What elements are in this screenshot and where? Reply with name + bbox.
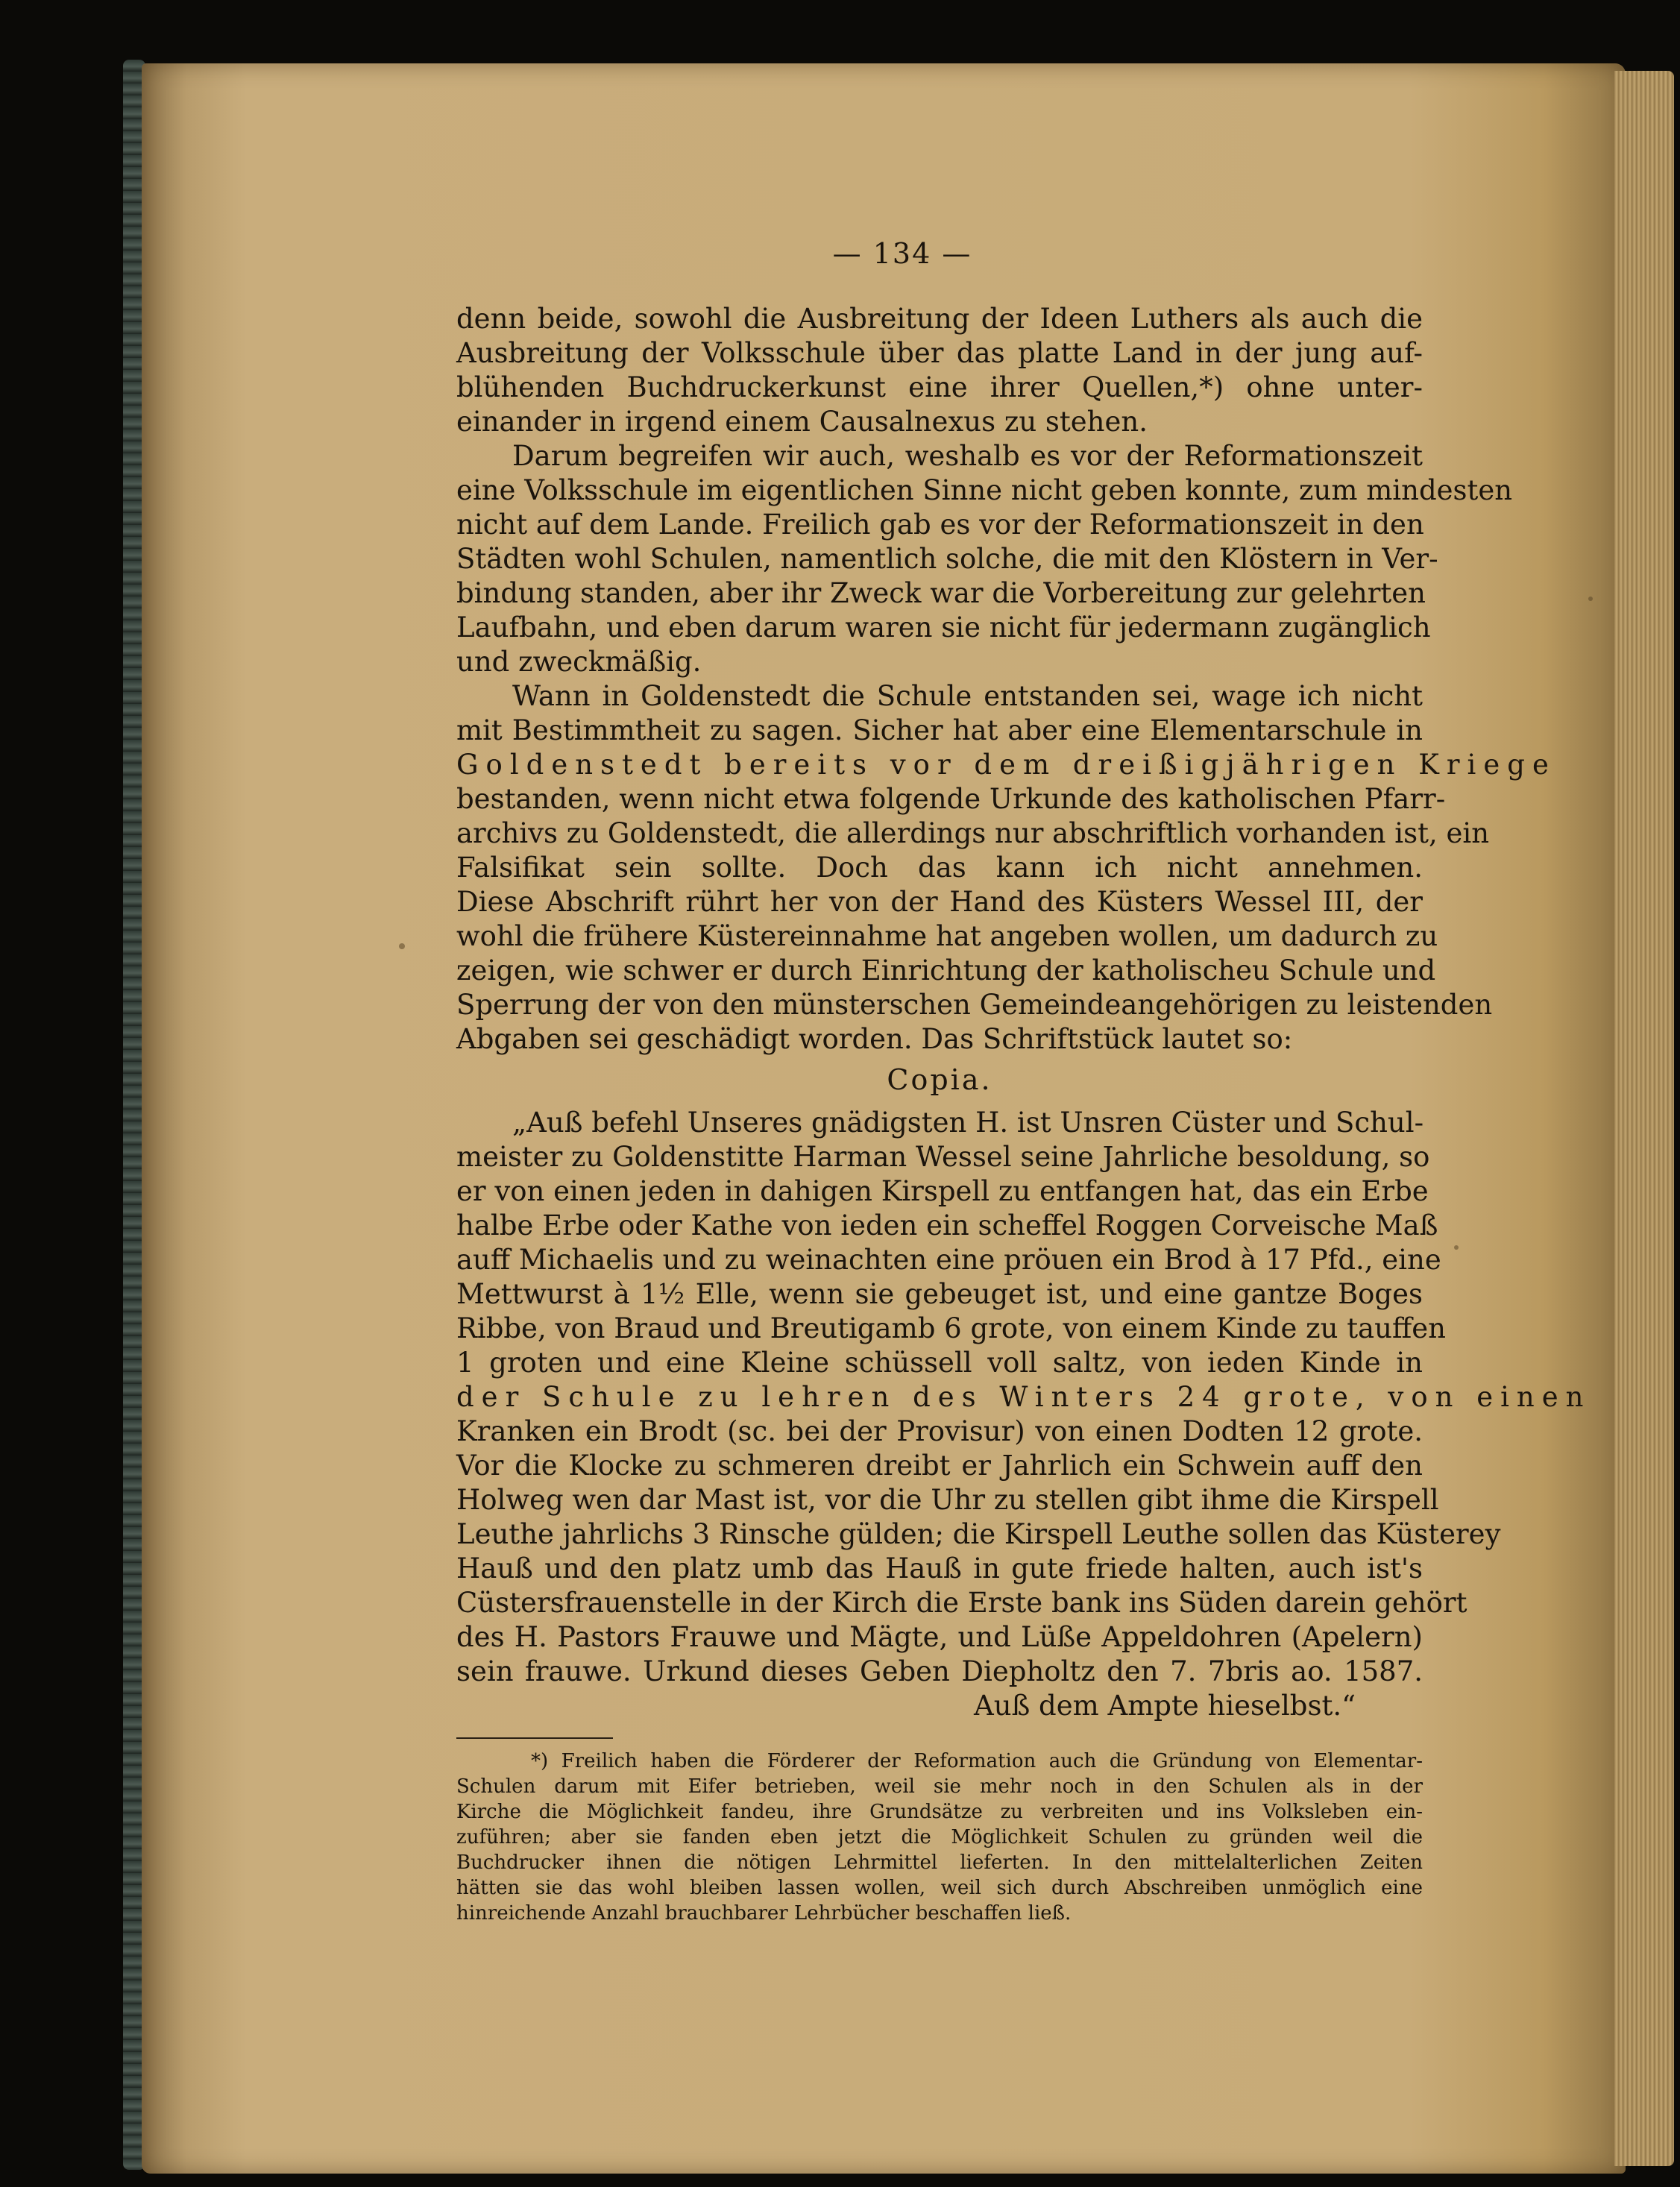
text-line: Wann in Goldenstedt die Schule entstanden sei, wage ich nicht bbox=[512, 680, 1423, 712]
text-line: Diese Abschrift rührt her von der Hand des Küsters Wessel III, der bbox=[456, 886, 1423, 918]
text-line: Darum begreifen wir auch, weshalb es vor der Reformationszeit bbox=[512, 440, 1423, 472]
text-line: zeigen, wie schwer er durch Einrichtung der katholischeu Schule und bbox=[456, 954, 1436, 986]
paper-speck bbox=[1454, 1245, 1459, 1250]
copia-heading: Copia. bbox=[887, 1063, 992, 1096]
quote-line: Mettwurst à 1½ Elle, wenn sie gebeuget ist, und eine gantze Boges bbox=[456, 1278, 1423, 1310]
quote-line: Hauß und den platz umb das Hauß in gute friede halten, auch ist's bbox=[456, 1552, 1423, 1585]
text-line: wohl die frühere Küstereinnahme hat angeben wollen, um dadurch zu bbox=[456, 920, 1438, 952]
quote-line: Cüstersfrauenstelle in der Kirch die Erste bank ins Süden darein gehört bbox=[456, 1587, 1467, 1619]
quote-line: Kranken ein Brodt (sc. bei der Provisur) von einen Dodten 12 grote. bbox=[456, 1415, 1423, 1447]
text-line: Städten wohl Schulen, namentlich solche, die mit den Klöstern in Ver- bbox=[456, 543, 1438, 575]
quote-line: sein frauwe. Urkund dieses Geben Diepholtz den 7. 7bris ao. 1587. bbox=[456, 1655, 1423, 1687]
text-line: Sperrung der von den münsterschen Gemeindeangehörigen zu leistenden bbox=[456, 989, 1493, 1021]
paper-speck bbox=[1588, 597, 1593, 601]
text-line: blühenden Buchdruckerkunst eine ihrer Quellen,*) ohne unter- bbox=[456, 371, 1423, 403]
footnote-line: hätten sie das wohl bleiben lassen wollen, weil sich durch Abschreiben unmöglich eine bbox=[456, 1877, 1423, 1899]
text-line: und zweckmäßig. bbox=[456, 646, 702, 678]
footnote-line: hinreichende Anzahl brauchbarer Lehrbücher beschaffen ließ. bbox=[456, 1902, 1072, 1925]
quote-line: der Schule zu lehren des Winters 24 grote, von einen bbox=[456, 1381, 1591, 1413]
text-line: bindung standen, aber ihr Zweck war die Vorbereitung zur gelehrten bbox=[456, 577, 1426, 609]
text-line: einander in irgend einem Causalnexus zu stehen. bbox=[456, 406, 1148, 438]
quote-line: „Auß befehl Unseres gnädigsten H. ist Unsren Cüster und Schul- bbox=[512, 1107, 1424, 1139]
text-line: eine Volksschule im eigentlichen Sinne nicht geben konnte, zum mindesten bbox=[456, 474, 1513, 506]
quote-line: meister zu Goldenstitte Harman Wessel seine Jahrliche besoldung, so bbox=[456, 1141, 1430, 1173]
quote-line: er von einen jeden in dahigen Kirspell zu entfangen hat, das ein Erbe bbox=[456, 1175, 1429, 1207]
quote-line: Vor die Klocke zu schmeren dreibt er Jahrlich ein Schwein auff den bbox=[456, 1450, 1423, 1482]
text-line: denn beide, sowohl die Ausbreitung der Ideen Luthers als auch die bbox=[456, 303, 1423, 335]
footnote-line: Buchdrucker ihnen die nötigen Lehrmittel lieferten. In den mittelalterlichen Zeiten bbox=[456, 1851, 1423, 1874]
footnote-line: *) Freilich haben die Förderer der Reformation auch die Gründung von Elementar- bbox=[531, 1750, 1423, 1772]
quote-line: 1 groten und eine Kleine schüssell voll saltz, von ieden Kinde in bbox=[456, 1347, 1423, 1379]
paper-speck bbox=[399, 943, 405, 949]
text-line: Laufbahn, und eben darum waren sie nicht für jedermann zugänglich bbox=[456, 611, 1431, 643]
text-line: Abgaben sei geschädigt worden. Das Schriftstück lautet so: bbox=[456, 1023, 1293, 1055]
quote-line: des H. Pastors Frauwe und Mägte, und Lüße Appeldohren (Apelern) bbox=[456, 1621, 1423, 1653]
quote-line: auff Michaelis und zu weinachten eine pröuen ein Brod à 17 Pfd., eine bbox=[456, 1244, 1441, 1276]
quote-line: Ribbe, von Braud und Breutigamb 6 grote, von einem Kinde zu tauffen bbox=[456, 1312, 1446, 1344]
footnote-line: zuführen; aber sie fanden eben jetzt die Möglichkeit Schulen zu gründen weil die bbox=[456, 1826, 1423, 1848]
text-line: mit Bestimmtheit zu sagen. Sicher hat aber eine Elementarschule in bbox=[456, 714, 1423, 746]
quote-closing: Auß dem Ampte hieselbst.“ bbox=[974, 1690, 1356, 1722]
page-number: — 134 — bbox=[832, 237, 972, 270]
footnote-line: Schulen darum mit Eifer betrieben, weil sie mehr noch in den Schulen als in der bbox=[456, 1775, 1423, 1798]
text-line: archivs zu Goldenstedt, die allerdings nur abschriftlich vorhanden ist, ein bbox=[456, 817, 1490, 849]
footnote-line: Kirche die Möglichkeit fandeu, ihre Grundsätze zu verbreiten und ins Volksleben ein- bbox=[456, 1801, 1423, 1823]
text-line: Goldenstedt bereits vor dem dreißigjährigen Kriege bbox=[456, 749, 1556, 781]
text-line: Falsifikat sein sollte. Doch das kann ich nicht annehmen. bbox=[456, 852, 1423, 884]
page-edges bbox=[1614, 71, 1674, 2166]
quote-line: Holweg wen dar Mast ist, vor die Uhr zu stellen gibt ihme die Kirspell bbox=[456, 1484, 1439, 1516]
text-line: bestanden, wenn nicht etwa folgende Urkunde des katholischen Pfarr- bbox=[456, 783, 1446, 815]
quote-line: halbe Erbe oder Kathe von ieden ein scheffel Roggen Corveische Maß bbox=[456, 1209, 1438, 1242]
text-line: Ausbreitung der Volksschule über das platte Land in der jung auf- bbox=[456, 337, 1423, 369]
quote-line: Leuthe jahrlichs 3 Rinsche gülden; die Kirspell Leuthe sollen das Küsterey bbox=[456, 1518, 1501, 1550]
text-line: nicht auf dem Lande. Freilich gab es vor der Reformationszeit in den bbox=[456, 509, 1424, 541]
footnote-divider bbox=[456, 1737, 613, 1739]
